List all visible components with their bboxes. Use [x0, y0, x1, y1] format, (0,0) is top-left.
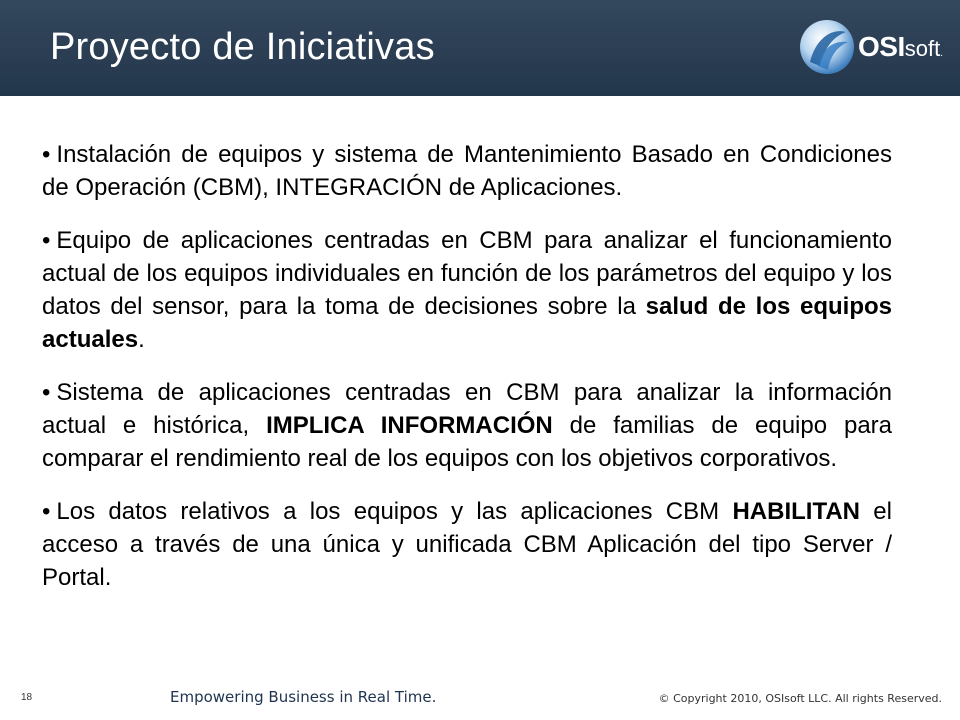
bullet-text-end: . [138, 326, 145, 353]
bullet-marker: • [42, 498, 51, 525]
osisoft-logo [798, 18, 948, 78]
bullet-marker: • [42, 379, 51, 406]
footer-tagline: Empowering Business in Real Time. [170, 688, 437, 706]
bullet-item-1 [42, 138, 892, 204]
slide-title: Proyecto de Iniciativas [50, 26, 435, 68]
bullet-bold-text: salud de los equipos actuales [42, 293, 893, 353]
bullet-list [42, 138, 892, 614]
page-number: 18 [21, 692, 33, 703]
bullet-item-4 [42, 495, 892, 594]
bullet-text-end: el acceso a través de una única y unificada CBM Aplicación del tipo Server / Portal. [42, 498, 892, 591]
bullet-item-3 [42, 376, 892, 475]
bullet-marker: • [42, 227, 51, 254]
bullet-text-end: de familias de equipo para comparar el rendimiento real de los equipos con los objetivos corporativos. [42, 412, 893, 472]
bullet-bold-text: HABILITAN [732, 498, 860, 525]
bullet-marker: • [42, 141, 51, 168]
bullet-text: Sistema de aplicaciones centradas en CBM para analizar la información actual e histórica, [42, 379, 892, 439]
osisoft-logo-icon [798, 18, 856, 76]
bullet-text: Los datos relativos a los equipos y las aplicaciones CBM [56, 498, 733, 525]
osisoft-wordmark [858, 33, 943, 61]
logo-bold-text: OSI [858, 31, 905, 62]
bullet-item-2 [42, 224, 892, 356]
bullet-bold-text: IMPLICA INFORMACIÓN [266, 412, 553, 439]
logo-light-text: soft [904, 36, 941, 61]
bullet-text: Equipo de aplicaciones centradas en CBM para analizar el funcionamiento actual de los equipos individuales en función de los parámetros del equipo y los datos del sensor, para la toma de decisiones sobre la [42, 227, 892, 320]
bullet-text: Instalación de equipos y sistema de Mantenimiento Basado en Condiciones de Operación (CBM), INTEGRACIÓN de Aplicaciones. [42, 141, 892, 201]
slide-header [0, 0, 960, 96]
footer-copyright: © Copyright 2010, OSIsoft LLC. All rights Reserved. [658, 692, 942, 705]
logo-dot: . [940, 48, 943, 59]
